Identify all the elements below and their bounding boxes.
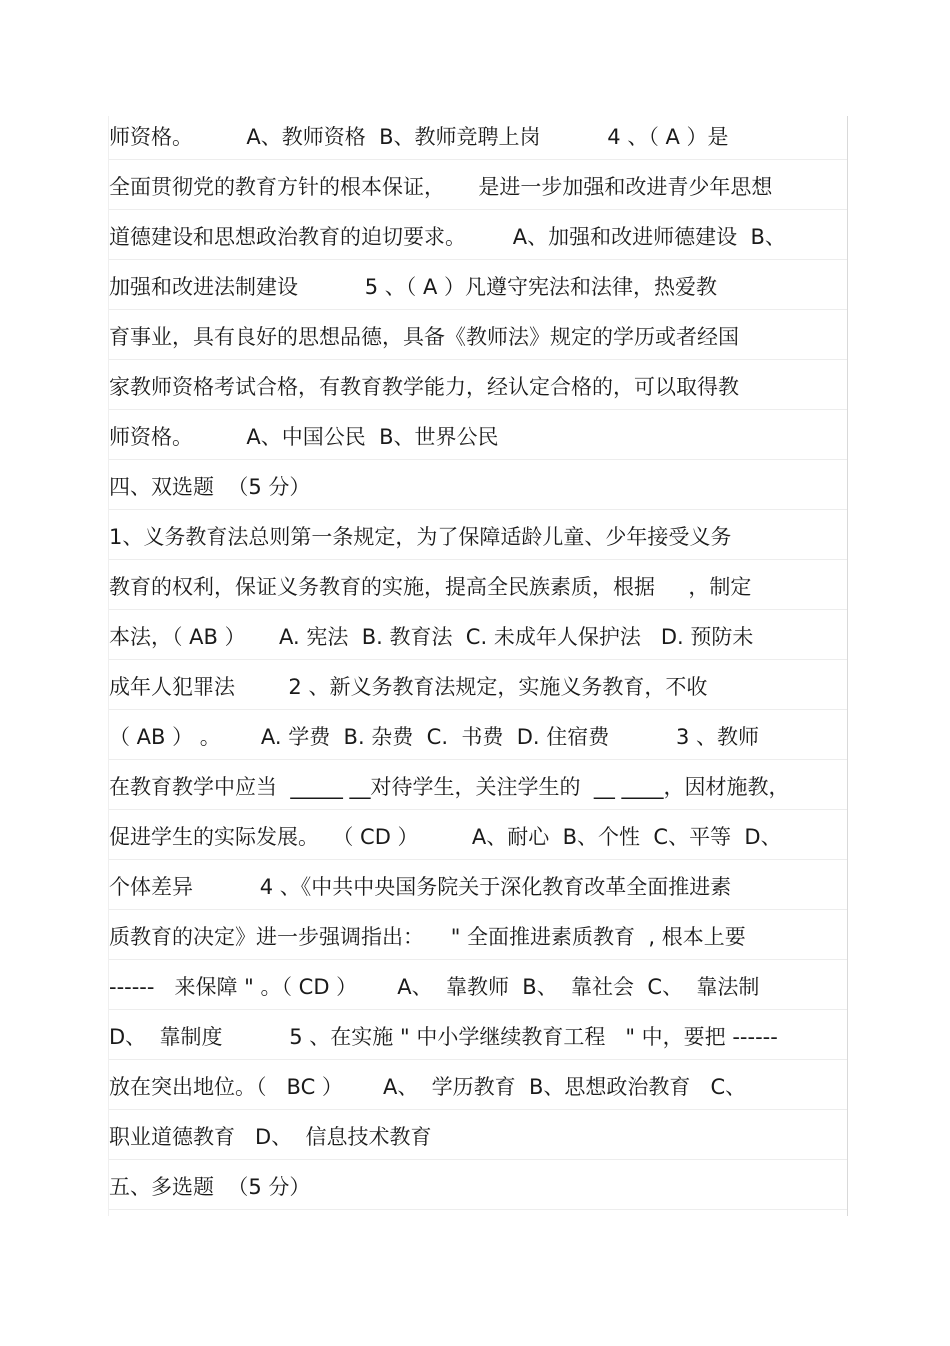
- text-line: 家教师资格考试合格，有教育教学能力，经认定合格的，可以取得教: [108, 366, 848, 416]
- text-line: D、 靠制度 5 、在实施 " 中小学继续教育工程 " 中，要把 ------: [108, 1016, 848, 1066]
- text-line: ------ 来保障 " 。（ CD ） A、 靠教师 B、 靠社会 C、 靠法制: [108, 966, 848, 1016]
- text-line: 个体差异 4 、《中共中央国务院关于深化教育改革全面推进素: [108, 866, 848, 916]
- text-line: 放在突出地位。（ BC ） A、 学历教育 B、思想政治教育 C、: [108, 1066, 848, 1116]
- text-line: 育事业，具有良好的思想品德，具备《教师法》规定的学历或者经国: [108, 316, 848, 366]
- text-line: 教育的权利，保证义务教育的实施，提高全民族素质，根据 ，制定: [108, 566, 848, 616]
- text-line: 成年人犯罪法 2 、新义务教育法规定，实施义务教育，不收: [108, 666, 848, 716]
- text-line: 职业道德教育 D、 信息技术教育: [108, 1116, 848, 1166]
- text-line: 师资格。 A、中国公民 B、世界公民: [108, 416, 848, 466]
- text-line: （ AB ） 。 A. 学费 B. 杂费 C. 书费 D. 住宿费 3 、教师: [108, 716, 848, 766]
- text-line: 师资格。 A、教师资格 B、教师竞聘上岗 4 、（ A ）是: [108, 116, 848, 166]
- section-heading: 四、双选题 （5 分）: [108, 466, 848, 516]
- text-line: 全面贯彻党的教育方针的根本保证， 是进一步加强和改进青少年思想: [108, 166, 848, 216]
- text-line: 本法，（ AB ） A. 宪法 B. 教育法 C. 未成年人保护法 D. 预防未: [108, 616, 848, 666]
- text-line: 在教育教学中应当 _____ __对待学生，关注学生的 __ ____，因材施教，: [108, 766, 848, 816]
- text-line: 促进学生的实际发展。 （ CD ） A、耐心 B、个性 C、平等 D、: [108, 816, 848, 866]
- text-line: 加强和改进法制建设 5 、（ A ）凡遵守宪法和法律，热爱教: [108, 266, 848, 316]
- text-line: 1、义务教育法总则第一条规定，为了保障适龄儿童、少年接受义务: [108, 516, 848, 566]
- text-line: 道德建设和思想政治教育的迫切要求。 A、加强和改进师德建设 B、: [108, 216, 848, 266]
- text-line: 质教育的决定》进一步强调指出： " 全面推进素质教育 , 根本上要: [108, 916, 848, 966]
- document-body: [108, 116, 848, 1216]
- section-heading: 五、多选题 （5 分）: [108, 1166, 848, 1216]
